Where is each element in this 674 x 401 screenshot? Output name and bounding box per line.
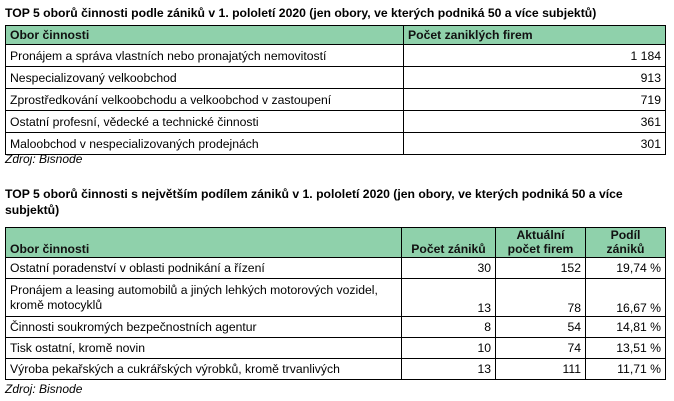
table1-header-obor: Obor činnosti (6, 26, 404, 45)
table1-cell-obor: Pronájem a správa vlastních nebo pronajatých nemovitostí (6, 45, 404, 67)
table2-title: TOP 5 oborů činnosti s největším podílem zániků v 1. pololetí 2020 (jen obory, ve kterých podniká 50 a více subjektů) (5, 187, 623, 217)
table1-cell-obor: Ostatní profesní, vědecké a technické činnosti (6, 111, 404, 133)
table1-cell-obor: Maloobchod v nespecializovaných prodejnách (6, 133, 404, 155)
table2-cell-obor: Pronájem a leasing automobilů a jiných lehkých motorových vozidel, kromě motocyklů (6, 279, 402, 317)
table-row (6, 67, 666, 89)
table2-header-pocet-zaniku: Počet zániků (402, 228, 496, 258)
table2-cell-aktualni-pocet: 111 (496, 359, 586, 380)
table2-cell-pocet-zaniku: 30 (402, 258, 496, 279)
table2-cell-podil: 13,51 % (586, 338, 666, 359)
table2-header-obor: Obor činnosti (6, 228, 402, 258)
table2-header-row (6, 228, 666, 258)
table-row (6, 338, 666, 359)
table2-cell-podil: 16,67 % (586, 279, 666, 317)
table1-cell-obor: Zprostředkování velkoobchodu a velkoobchod v zastoupení (6, 89, 404, 111)
table1-header-pocet: Počet zaniklých firem (404, 26, 666, 45)
table1-cell-pocet: 301 (404, 133, 666, 155)
table1-cell-pocet: 719 (404, 89, 666, 111)
table-row (6, 359, 666, 380)
table-row (6, 279, 666, 317)
table2-cell-podil: 11,71 % (586, 359, 666, 380)
table-row (6, 89, 666, 111)
table2-cell-aktualni-pocet: 54 (496, 317, 586, 338)
table1-header-row (6, 26, 666, 45)
table2-cell-aktualni-pocet: 74 (496, 338, 586, 359)
table-row (6, 111, 666, 133)
table-row (6, 45, 666, 67)
table2-cell-obor: Ostatní poradenství v oblasti podnikání a řízení (6, 258, 402, 279)
table2-cell-podil: 14,81 % (586, 317, 666, 338)
table2-cell-pocet-zaniku: 10 (402, 338, 496, 359)
table1-cell-pocet: 361 (404, 111, 666, 133)
table2-cell-aktualni-pocet: 78 (496, 279, 586, 317)
table2-source: Zdroj: Bisnode (5, 382, 83, 396)
table2-cell-obor: Tisk ostatní, kromě novin (6, 338, 402, 359)
table1-title: TOP 5 oborů činnosti podle zániků v 1. pololetí 2020 (jen obory, ve kterých podniká 50 a více subjektů) (5, 6, 597, 20)
table2 (5, 227, 666, 380)
table1-source: Zdroj: Bisnode (5, 152, 83, 166)
table1-cell-pocet: 1 184 (404, 45, 666, 67)
table2-cell-aktualni-pocet: 152 (496, 258, 586, 279)
table2-cell-obor: Činnosti soukromých bezpečnostních agentur (6, 317, 402, 338)
table1-cell-pocet: 913 (404, 67, 666, 89)
table2-header-podil: Podíl zániků (586, 228, 666, 258)
table2-cell-pocet-zaniku: 13 (402, 279, 496, 317)
table2-cell-pocet-zaniku: 8 (402, 317, 496, 338)
table1 (5, 25, 666, 155)
table-row (6, 258, 666, 279)
table2-cell-pocet-zaniku: 13 (402, 359, 496, 380)
table2-cell-podil: 19,74 % (586, 258, 666, 279)
table2-header-aktualni-pocet: Aktuální počet firem (496, 228, 586, 258)
table-row (6, 133, 666, 155)
table1-cell-obor: Nespecializovaný velkoobchod (6, 67, 404, 89)
table2-cell-obor: Výroba pekařských a cukrářských výrobků, kromě trvanlivých (6, 359, 402, 380)
table-row (6, 317, 666, 338)
